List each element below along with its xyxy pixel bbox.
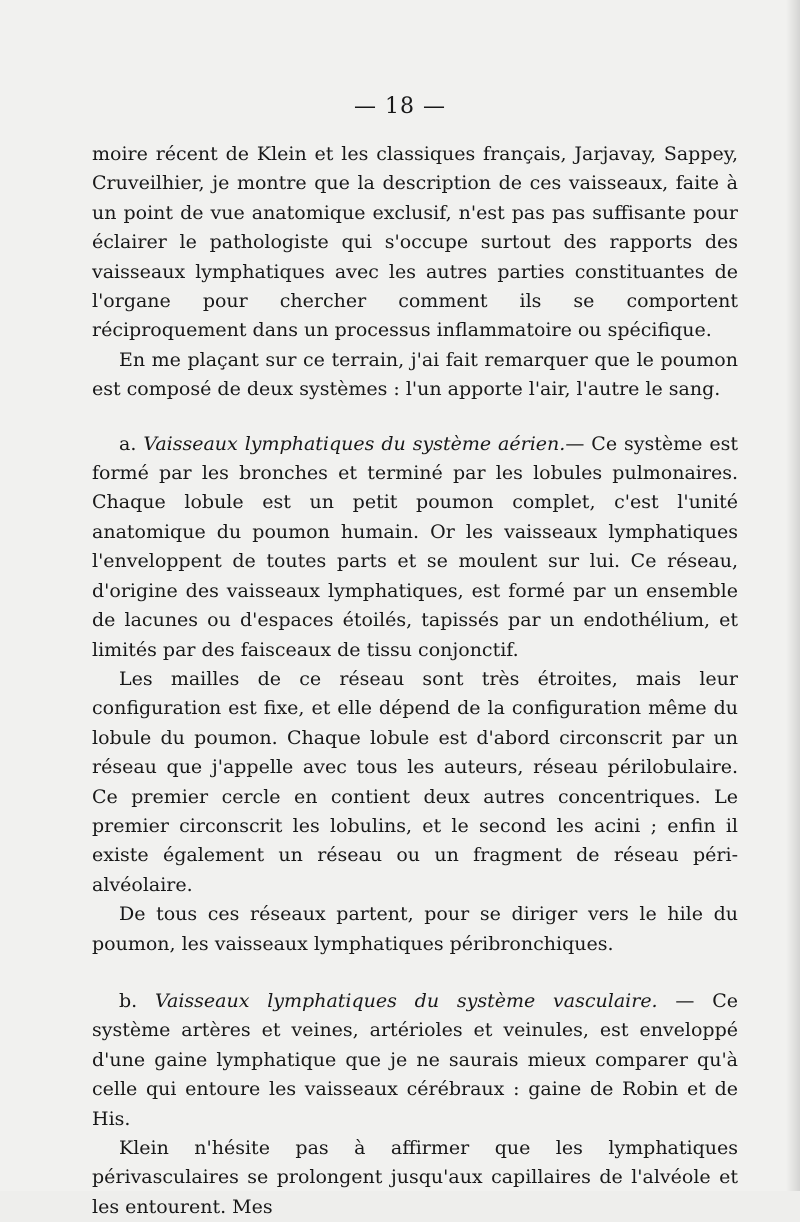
section-b-text: — Ce système artères et veines, artérioles et veinules, est enveloppé d'une gaine lymphatique que je ne saurais mieux comparer qu'à celle qui entoure les vaisseaux cérébraux : gaine de Robin et de His.	[92, 989, 739, 1130]
section-a-heading: Vaisseaux lymphatiques du système aérien.	[143, 432, 566, 455]
section-a-text: — Ce système est formé par les bronches et terminé par les lobules pulmonaires. Chaque lobule est un petit poumon complet, c'est l'unité anatomique du poumon humain. Or les vaisseaux lymphatiques l'enveloppent de toutes parts et se moulent sur lui. Ce réseau, d'origine des vaisseaux lymphatiques, est formé par un ensemble de lacunes ou d'espaces étoilés, tapissés par un endothélium, et limités par des faisceaux de tissu conjonctif.	[92, 432, 738, 661]
page-body	[92, 140, 738, 1222]
section-a-label: a.	[119, 432, 137, 455]
section-b-paragraph	[92, 987, 738, 1134]
section-b-heading: Vaisseaux lymphatiques du système vasculaire.	[155, 989, 658, 1012]
page-number: — 18 —	[354, 94, 446, 119]
paragraph-klein-perivascular: Klein n'hésite pas à affirmer que les lymphatiques périvasculaires se prolongent jusqu'aux capillaires de l'alvéole et les entourent. Mes	[92, 1137, 738, 1218]
section-a-paragraph	[92, 430, 738, 665]
paragraph-peribronchial: De tous ces réseaux partent, pour se diriger vers le hile du poumon, les vaisseaux lymphatiques péribronchiques.	[92, 903, 738, 955]
section-b-label: b.	[119, 989, 138, 1012]
paragraph-continuation: moire récent de Klein et les classiques français, Jarjavay, Sappey, Cruveilhier, je montre que la description de ces vaisseaux, faite à un point de vue anatomique exclusif, n'est pas pas suffisante pour éclairer le pathologiste qui s'occupe surtout des rapports des vaisseaux lymphatiques avec les autres parties constituantes de l'organe pour chercher comment ils se comportent réciproquement dans un processus inflammatoire ou spécifique.	[92, 143, 738, 342]
paragraph-mesh-network: Les mailles de ce réseau sont très étroites, mais leur configuration est fixe, et elle dépend de la configuration même du lobule du poumon. Chaque lobule est d'abord circonscrit par un réseau que j'appelle avec tous les auteurs, réseau périlobulaire. Ce premier cercle en contient deux autres concentriques. Le premier circonscrit les lobulins, et le second les acini ; enfin il existe également un réseau ou un fragment de réseau péri-alvéolaire.	[92, 667, 738, 896]
paragraph-two-systems: En me plaçant sur ce terrain, j'ai fait remarquer que le poumon est composé de deux systèmes : l'un apporte l'air, l'autre le sang.	[92, 348, 738, 401]
